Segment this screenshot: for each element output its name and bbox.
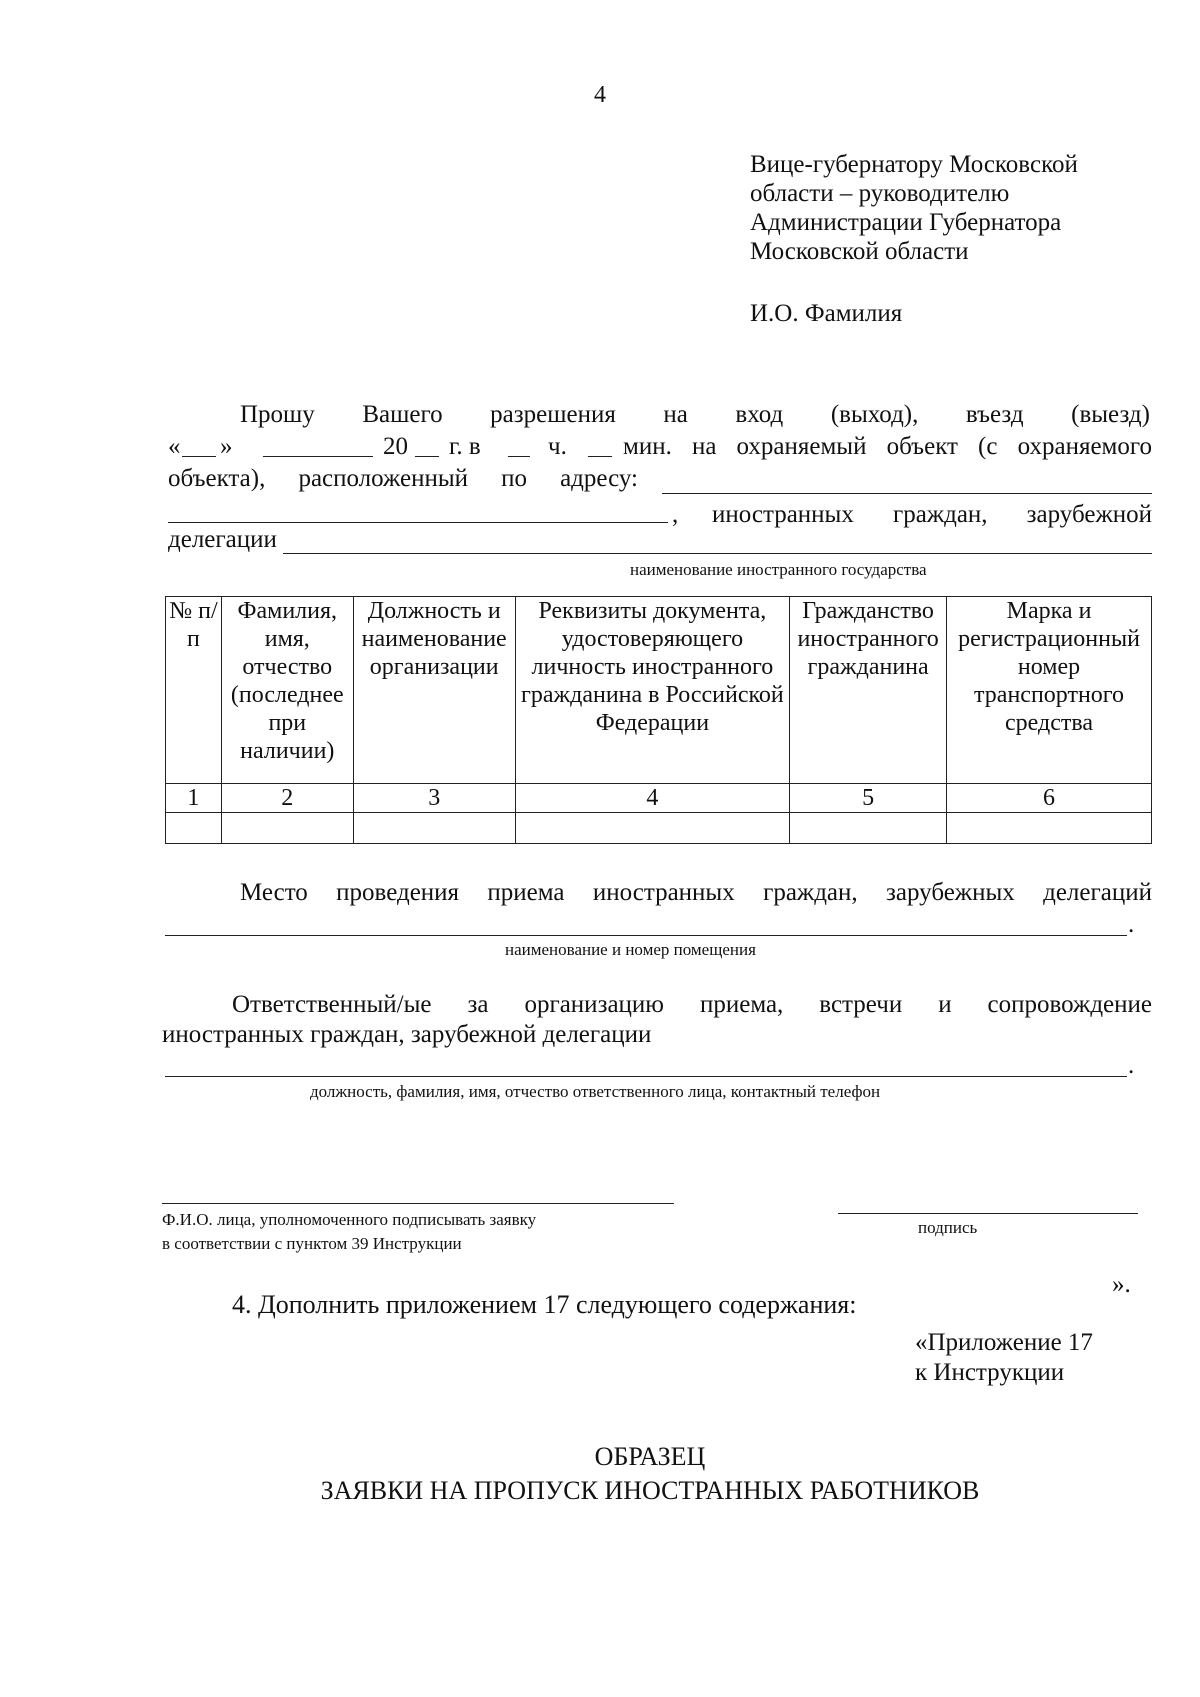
venue-blank	[165, 935, 1127, 936]
close-quote: »	[220, 433, 233, 460]
table-cell	[353, 813, 515, 844]
appendix-line: к Инструкции	[915, 1359, 1065, 1386]
table-row	[166, 813, 1152, 844]
state-blank	[283, 553, 1152, 554]
appendix-line: «Приложение 17	[915, 1329, 1093, 1356]
responsible-caption: должность, фамилия, имя, отчество ответственного лица, контактный телефон	[310, 1082, 881, 1101]
request-word: (выход),	[830, 401, 919, 428]
document-title	[0, 1440, 1200, 1508]
column-number: 2	[221, 784, 353, 813]
request-line-5: делегации	[168, 526, 277, 553]
addressee-line: Администрации Губернатора	[750, 209, 1062, 236]
table-cell	[947, 813, 1152, 844]
hour-label: ч.	[548, 433, 567, 460]
hour-blank	[508, 432, 530, 457]
fio-blank	[162, 1203, 674, 1204]
header-vehicle: Марка и регистрационный номер транспортного средства	[947, 597, 1152, 784]
year-suffix: г. в	[449, 433, 481, 460]
signature-caption: подпись	[918, 1218, 978, 1237]
title-line-2: ЗАЯВКИ НА ПРОПУСК ИНОСТРАННЫХ РАБОТНИКОВ	[320, 1476, 980, 1505]
header-full-name: Фамилия, имя, отчество (последнее при наличии)	[221, 597, 353, 784]
column-number: 5	[790, 784, 947, 813]
column-number: 6	[947, 784, 1152, 813]
request-line-2-rest	[623, 432, 1152, 462]
table-cell	[166, 813, 222, 844]
fio-caption	[162, 1208, 536, 1256]
address-blank-2	[168, 522, 668, 523]
closing-quote: ».	[1112, 1271, 1131, 1298]
header-document: Реквизиты документа, удостоверяющего личность иностранного гражданина в Российской Федерации	[515, 597, 790, 784]
venue-text: Место проведения приема иностранных граждан, зарубежных делегаций	[240, 879, 1152, 906]
table-cell	[221, 813, 353, 844]
table-cell	[790, 813, 947, 844]
address-blank	[662, 493, 1152, 494]
appendix-reference	[915, 1328, 1093, 1388]
foreigners-table	[165, 596, 1152, 844]
page-number: 4	[594, 82, 606, 108]
responsible-line-1: Ответственный/ые за организацию приема, встречи и сопровождение	[232, 991, 1152, 1018]
responsible-end: .	[1128, 1052, 1135, 1079]
responsible-blank	[165, 1076, 1127, 1077]
request-line-2	[168, 432, 1152, 462]
table-header-row	[166, 597, 1152, 784]
request-word: (выезд)	[1071, 401, 1150, 428]
request-word: въезд	[965, 401, 1024, 428]
item-4-text: 4. Дополнить приложением 17 следующего содержания:	[232, 1290, 857, 1319]
addressee-line: Московской области	[750, 238, 969, 265]
year-blank	[415, 432, 439, 457]
month-blank	[263, 432, 373, 457]
table-cell	[515, 813, 790, 844]
addressee-block	[750, 150, 1078, 266]
title-line-1: ОБРАЗЕЦ	[594, 1442, 706, 1471]
request-line-3: объекта), расположенный по адресу:	[168, 465, 638, 492]
column-number: 1	[166, 784, 222, 813]
open-quote: «	[168, 433, 181, 460]
request-line-2-text: мин. на охраняемый объект (с охраняемого	[623, 433, 1152, 460]
column-number: 4	[515, 784, 790, 813]
table-number-row	[166, 784, 1152, 813]
fio-caption-line: в соответствии с пунктом 39 Инструкции	[162, 1234, 462, 1253]
request-word: Прошу	[240, 401, 315, 428]
state-caption: наименование иностранного государства	[630, 560, 927, 579]
day-blank	[182, 432, 216, 457]
request-word: Вашего	[362, 401, 443, 428]
column-number: 3	[353, 784, 515, 813]
venue-caption: наименование и номер помещения	[505, 940, 756, 959]
addressee-signer: И.О. Фамилия	[750, 300, 903, 327]
venue-end: .	[1128, 911, 1135, 938]
header-position: Должность и наименование организации	[353, 597, 515, 784]
addressee-line: Вице-губернатору Московской	[750, 151, 1078, 178]
request-word: на	[663, 401, 688, 428]
line-4-comma: ,	[672, 501, 679, 528]
request-word: разрешения	[490, 401, 616, 428]
header-citizenship: Гражданство иностранного гражданина	[790, 597, 947, 784]
request-line-4: иностранных граждан, зарубежной	[712, 501, 1152, 528]
fio-caption-line: Ф.И.О. лица, уполномоченного подписывать заявку	[162, 1210, 537, 1229]
request-word: вход	[735, 401, 784, 428]
signature-blank	[838, 1213, 1138, 1214]
year-prefix: 20	[383, 433, 408, 460]
responsible-line-2: иностранных граждан, зарубежной делегации	[162, 1021, 652, 1048]
addressee-line: области – руководителю	[750, 180, 1010, 207]
header-number: № п/п	[166, 597, 222, 784]
minute-blank	[588, 432, 612, 457]
request-line-1	[240, 400, 1150, 430]
